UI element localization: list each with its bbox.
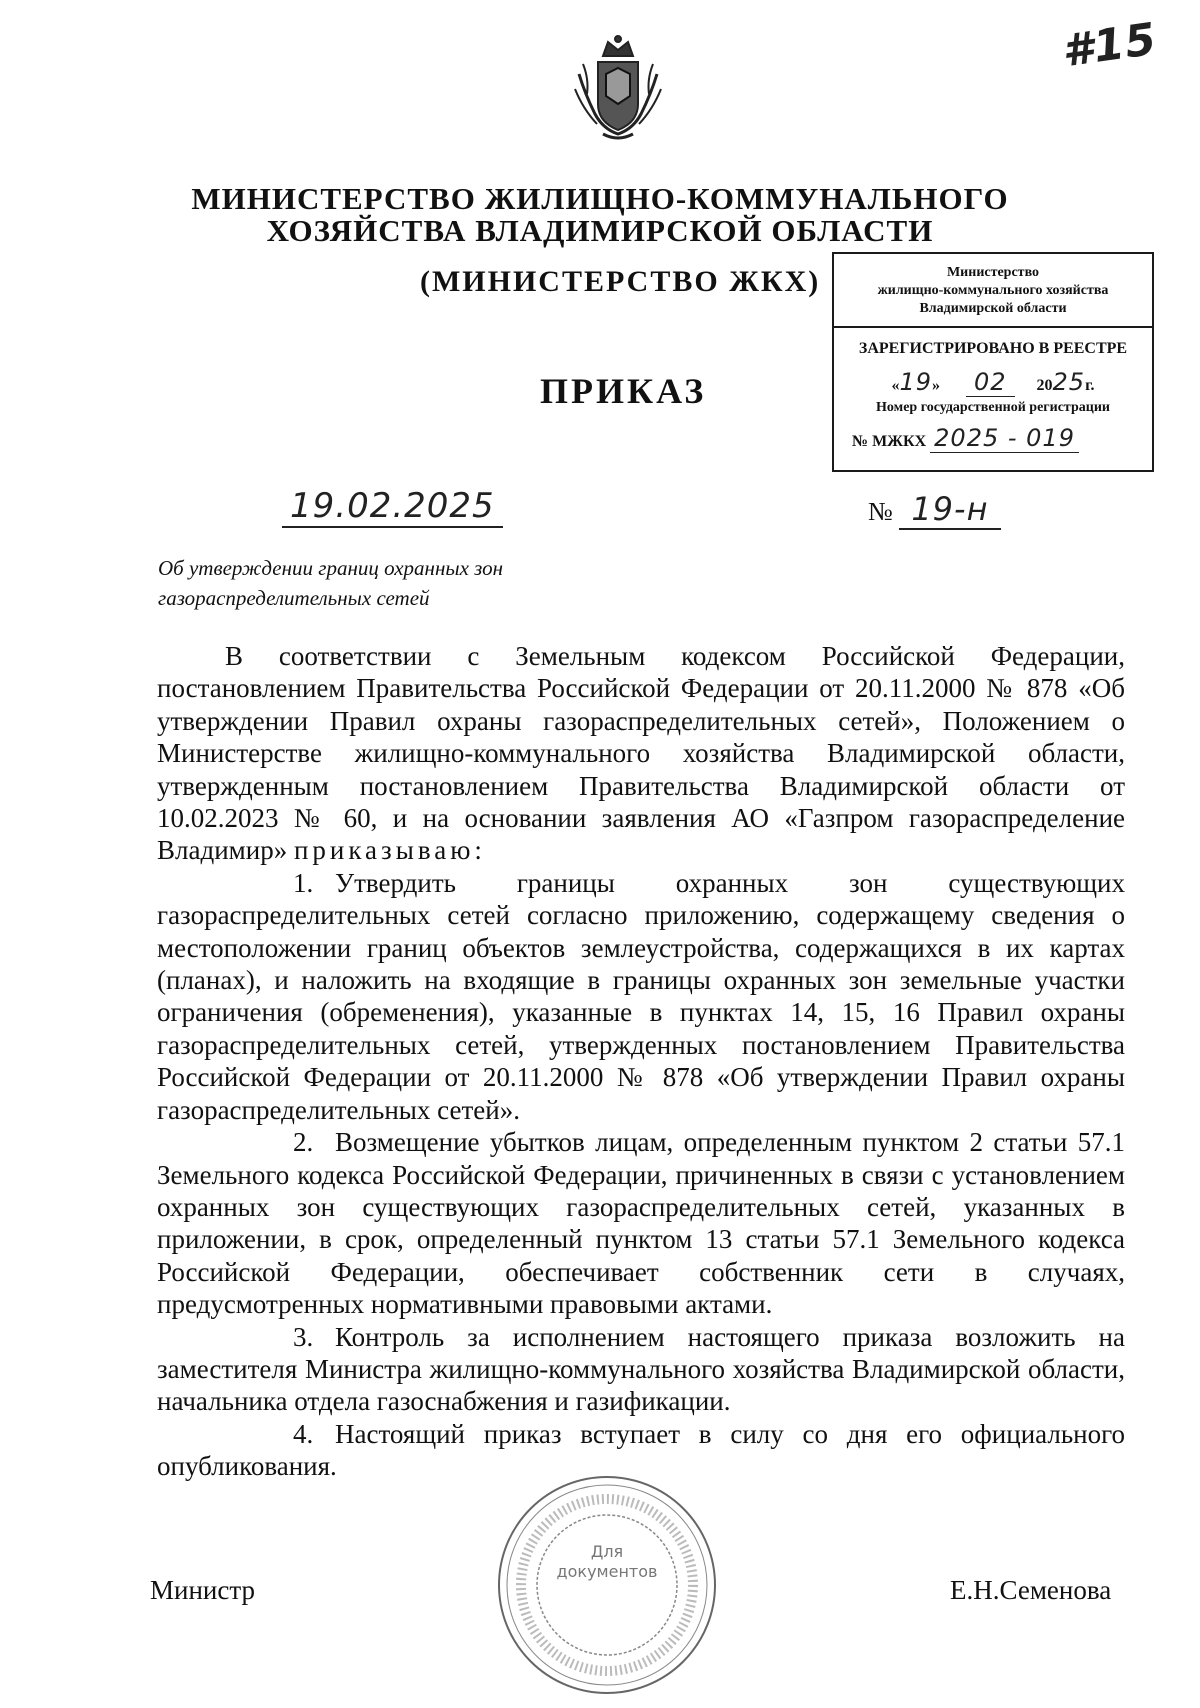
item-text: Утвердить границы охранных зон существующих газораспределительных сетей согласно приложению, содержащему сведения о местоположении границ объектов землеустройства, содержащихся в их картах (планах), и наложить на входящие в границы охранных зон земельные участки ограничения (обременения), указанные в пунктах 14, 15, 16 Правил охраны газораспределительных сетей, утвержденных постановлением Правительства Российской Федерации от 20.11.2000 № 878 «Об утверждении Правил охраны газораспределительных сетей». — [157, 867, 1125, 1125]
stamp-month: 02 — [966, 368, 1015, 397]
seal-text — [549, 1542, 665, 1582]
stamp-year-suffix: 25 — [1052, 368, 1086, 396]
ministry-short-name: (МИНИСТЕРСТВО ЖКХ) — [420, 265, 821, 298]
order-item-3 — [157, 1321, 1125, 1418]
order-number-value: 19-н — [899, 490, 1000, 530]
item-number: 1. — [293, 867, 314, 898]
stamp-status: ЗАРЕГИСТРИРОВАНО В РЕЕСТРЕ — [858, 340, 1128, 357]
seal-text-line2: документов — [556, 1562, 658, 1581]
order-item-1 — [157, 867, 1125, 1126]
order-body — [157, 640, 1125, 1483]
item-text: Настоящий приказ вступает в силу со дня его официального опубликования. — [157, 1418, 1125, 1482]
signatory-position: Министр — [150, 1575, 255, 1605]
stamp-date-line: «19» 02 2025г. — [891, 368, 1095, 396]
item-number: 3. — [293, 1321, 314, 1352]
order-number-prefix: № — [868, 497, 893, 526]
document-type-title: ПРИКАЗ — [540, 371, 707, 411]
item-number: 4. — [293, 1418, 314, 1449]
stamp-ministry-line3: Владимирской области — [919, 301, 1067, 316]
coat-of-arms-icon — [573, 34, 663, 146]
order-date: 19.02.2025 — [282, 486, 503, 528]
stamp-ministry-block — [834, 254, 1152, 328]
subject-line1: Об утверждении границ охранных зон — [158, 556, 504, 580]
stamp-year-unit: г. — [1085, 377, 1095, 394]
stamp-number-prefix: № МЖКХ — [852, 433, 927, 450]
signatory-name: Е.Н.Семенова — [950, 1575, 1112, 1605]
order-subject — [158, 553, 503, 613]
stamp-registration-label: Номер государственной регистрации — [876, 400, 1110, 415]
intro-paragraph — [157, 640, 1125, 867]
round-seal-icon — [492, 1470, 722, 1700]
handwritten-number-mark: #15 — [1058, 13, 1160, 78]
subject-line2: газораспределительных сетей — [158, 586, 430, 610]
item-number: 2. — [293, 1127, 314, 1158]
order-number-line — [868, 490, 1001, 528]
stamp-year-prefix: 20 — [1036, 377, 1053, 394]
item-text: Возмещение убытков лицам, определенным пунктом 2 статьи 57.1 Земельного кодекса Российской Федерации, причиненных в связи с установлением охранных зон существующих газораспределительных сетей, указанных в приложении, в срок, определенный пунктом 13 статьи 57.1 Земельного кодекса Российской Федерации, обеспечивает собственник сети в случаях, предусмотренных нормативными правовыми актами. — [157, 1127, 1125, 1320]
stamp-day: 19 — [899, 368, 932, 396]
seal-text-line1: Для — [590, 1542, 624, 1561]
stamp-number-line — [834, 424, 1152, 452]
registration-stamp — [832, 252, 1154, 472]
intro-text: В соответствии с Земельным кодексом Российской Федерации, постановлением Правительства Российской Федерации от 20.11.2000 № 878 «Об утверждении Правил охраны газораспределительных сетей», Положением о Министерстве жилищно-коммунального хозяйства Владимирской области, утвержденным постановлением Правительства Владимирской области от 10.02.2023 № 60, и на основании заявления АО «Газпром газораспределение Владимир» — [157, 641, 1125, 866]
ministry-name-line2: ХОЗЯЙСТВА ВЛАДИМИРСКОЙ ОБЛАСТИ — [266, 213, 934, 248]
item-text: Контроль за исполнением настоящего приказа возложить на заместителя Министра жилищно-коммунального хозяйства Владимирской области, начальника отдела газоснабжения и газификации. — [157, 1321, 1125, 1417]
stamp-ministry-line2: жилищно-коммунального хозяйства — [877, 283, 1109, 298]
order-word: приказываю: — [293, 835, 486, 866]
ministry-name-line1: МИНИСТЕРСТВО ЖИЛИЩНО-КОММУНАЛЬНОГО — [191, 181, 1009, 216]
stamp-number-value: 2025 - 019 — [930, 424, 1079, 453]
order-item-2 — [157, 1126, 1125, 1320]
stamp-ministry-line1: Министерство — [946, 265, 1040, 280]
